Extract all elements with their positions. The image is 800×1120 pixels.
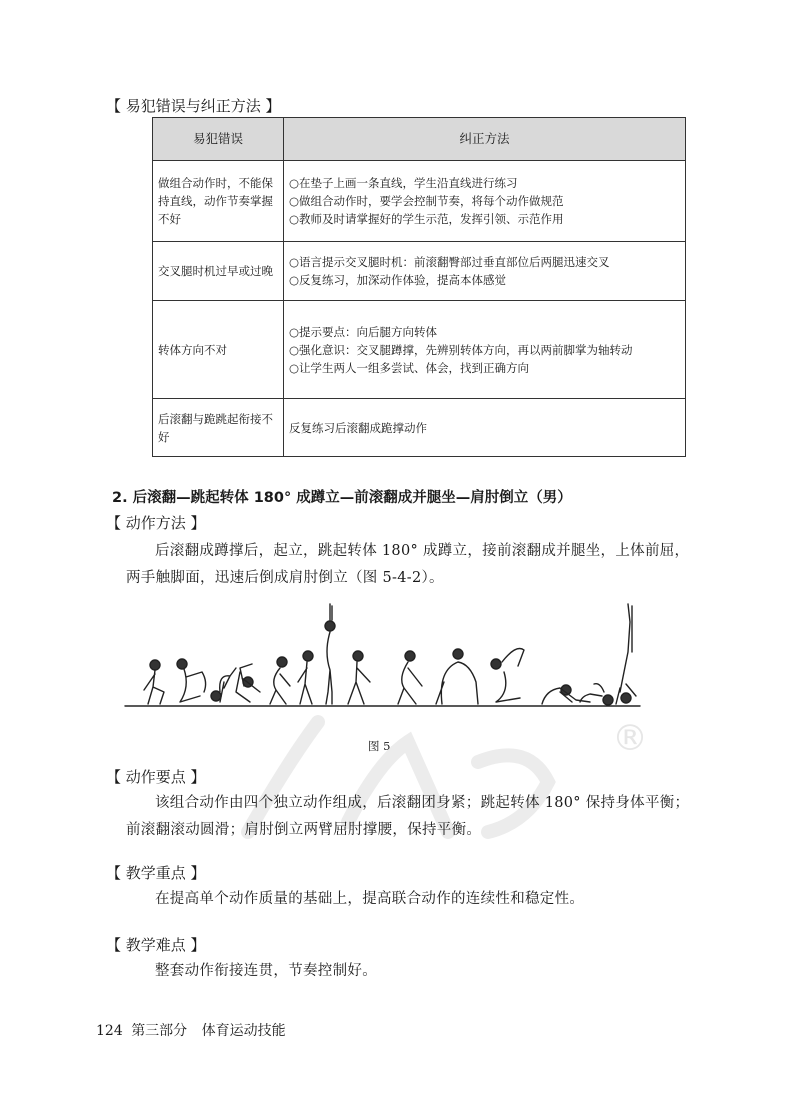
- teaching-difficulty-paragraph: 整套动作衔接连贯，节奏控制好。: [155, 963, 377, 979]
- teaching-focus-heading: 【 教学重点 】: [106, 864, 206, 882]
- teaching-focus-paragraph: 在提高单个动作质量的基础上，提高联合动作的连续性和稳定性。: [155, 891, 585, 907]
- table-header-error: 易犯错误: [153, 118, 284, 161]
- error-section-heading: 【 易犯错误与纠正方法 】: [106, 97, 281, 115]
- fix-cell: [284, 301, 686, 399]
- table-row: [153, 301, 686, 399]
- table-header-fix: 纠正方法: [284, 118, 686, 161]
- fix-cell: [284, 161, 686, 242]
- pose-stand: [298, 651, 313, 704]
- table-row: [153, 399, 686, 457]
- table-row: [153, 242, 686, 301]
- fix-cell: [284, 242, 686, 301]
- fix-line: ○在垫子上画一条直线，学生沿直线进行练习: [289, 176, 518, 190]
- fix-line: ○反复练习，加深动作体验，提高本体感觉: [289, 273, 507, 287]
- pose-roll-over: [211, 668, 236, 702]
- pose-jump-turn: [325, 604, 335, 704]
- svg-text:®: ®: [612, 718, 648, 759]
- table-row: [153, 161, 686, 242]
- fix-line: ○语言提示交叉腿时机：前滚翻臀部过垂直部位后两腿迅速交叉: [289, 255, 610, 269]
- fix-cell: [284, 399, 686, 457]
- pose-shoulder-stand: [616, 604, 636, 704]
- gymnastics-sequence-figure: [120, 592, 644, 712]
- fix-line: 反复练习后滚翻成跪撑动作: [289, 420, 427, 435]
- pose-squat-1: [144, 660, 164, 704]
- fix-line: ○让学生两人一组多尝试、体会，找到正确方向: [289, 360, 530, 375]
- pose-roll-tuck: [491, 649, 524, 703]
- error-correction-table: [152, 117, 686, 457]
- table-header-row: [153, 118, 686, 161]
- fix-line: ○教师及时请掌握好的学生示范，发挥引领、示范作用: [289, 212, 564, 226]
- pose-pike-sit: [542, 685, 590, 704]
- teaching-difficulty-heading: 【 教学难点 】: [106, 936, 206, 954]
- pose-crouch: [270, 657, 290, 704]
- section-title: 2. 后滚翻—跳起转体 180° 成蹲立—前滚翻成并腿坐—肩肘倒立（男）: [112, 490, 572, 506]
- page-footer: [96, 1020, 286, 1040]
- figure-caption: 图 5-4-2: [368, 739, 413, 753]
- error-cell: 后滚翻与跪跳起衔接不好: [153, 399, 284, 457]
- pose-back-roll: [177, 659, 206, 702]
- fix-line: ○强化意识：交叉腿蹲撑，先辨别转体方向，再以两前脚掌为轴转动: [289, 342, 633, 357]
- pose-land: [348, 651, 370, 704]
- pose-forward-roll: [436, 649, 478, 704]
- key-points-heading: 【 动作要点 】: [106, 768, 206, 786]
- error-cell: 做组合动作时，不能保持直线，动作节奏掌握不好: [153, 161, 284, 242]
- pose-roll-crouch: [236, 664, 260, 702]
- pose-crouch-2: [398, 651, 422, 704]
- method-heading: 【 动作方法 】: [106, 514, 206, 532]
- footer-part: 第三部分: [131, 1023, 188, 1039]
- footer-part-title: 体育运动技能: [201, 1023, 286, 1039]
- error-cell: 转体方向不对: [153, 301, 284, 399]
- fix-line: ○做组合动作时，要学会控制节奏，将每个动作做规范: [289, 194, 564, 208]
- fix-line: ○提示要点：向后腿方向转体: [289, 324, 438, 339]
- page-number: 124: [96, 1023, 123, 1039]
- error-cell: 交叉腿时机过早或过晚: [153, 242, 284, 301]
- method-paragraph: 后滚翻成蹲撑后，起立，跳起转体 180° 成蹲立，接前滚翻成并腿坐，上体前屈，两手触脚面，迅速后倒成肩肘倒立（图 5-4-2）。: [126, 543, 690, 586]
- key-points-paragraph: 该组合动作由四个独立动作组成，后滚翻团身紧；跳起转体 180° 保持身体平衡；前滚翻滚动圆滑；肩肘倒立两臂屈肘撑腰，保持平衡。: [126, 795, 690, 838]
